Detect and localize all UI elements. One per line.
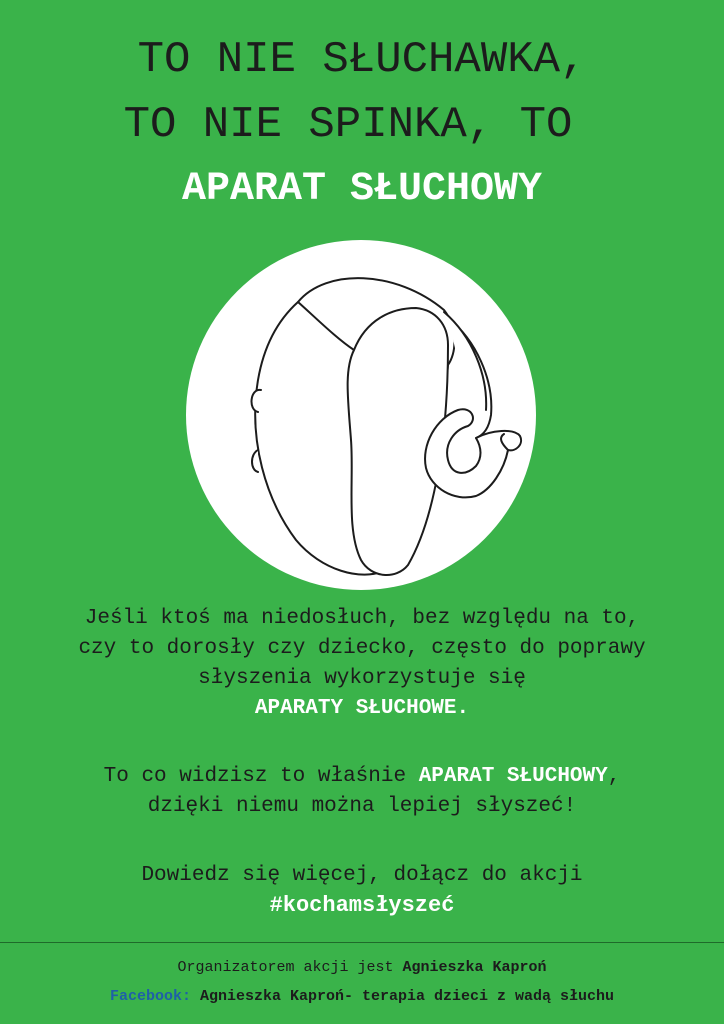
- paragraph-2-line-1: [0, 762, 724, 792]
- paragraph-2-prefix: To co widzisz to właśnie: [103, 765, 419, 788]
- headline-line-1: TO NIE SŁUCHAWKA,: [137, 35, 587, 85]
- organizer-name: Agnieszka Kaproń: [402, 959, 547, 976]
- footer-divider: [0, 942, 724, 943]
- paragraph-1-line-3: słyszenia wykorzystuje się: [198, 667, 526, 690]
- footer-facebook-line: [0, 987, 724, 1007]
- paragraph-1-line-2: czy to dorosły czy dziecko, często do poprawy: [78, 637, 646, 660]
- paragraph-2-suffix: ,: [607, 765, 621, 788]
- info-paragraph-2: [0, 762, 724, 822]
- facebook-page-name: Agnieszka Kaproń- terapia dzieci z wadą słuchu: [190, 988, 615, 1005]
- paragraph-1-highlight: APARATY SŁUCHOWE.: [254, 697, 470, 720]
- hashtag: #kochamsłyszeć: [269, 893, 455, 918]
- organizer-prefix: Organizatorem akcji jest: [177, 959, 403, 976]
- hearing-aid-icon: [186, 240, 536, 590]
- headline-line-3: APARAT SŁUCHOWY: [181, 167, 543, 212]
- paragraph-1-line-1: Jeśli ktoś ma niedosłuch, bez względu na to,: [84, 607, 640, 630]
- info-paragraph-1: [0, 604, 724, 724]
- paragraph-3-line-1: Dowiedz się więcej, dołącz do akcji: [141, 864, 583, 887]
- facebook-label: Facebook:: [109, 988, 191, 1005]
- paragraph-2-line-2: dzięki niemu można lepiej słyszeć!: [147, 795, 577, 818]
- footer-organizer-line: [0, 958, 724, 978]
- paragraph-2-highlight: APARAT SŁUCHOWY: [418, 765, 608, 788]
- info-paragraph-3: [0, 861, 724, 921]
- illustration-circle: [186, 240, 536, 590]
- headline-line-2: TO NIE SPINKA, TO: [123, 100, 573, 150]
